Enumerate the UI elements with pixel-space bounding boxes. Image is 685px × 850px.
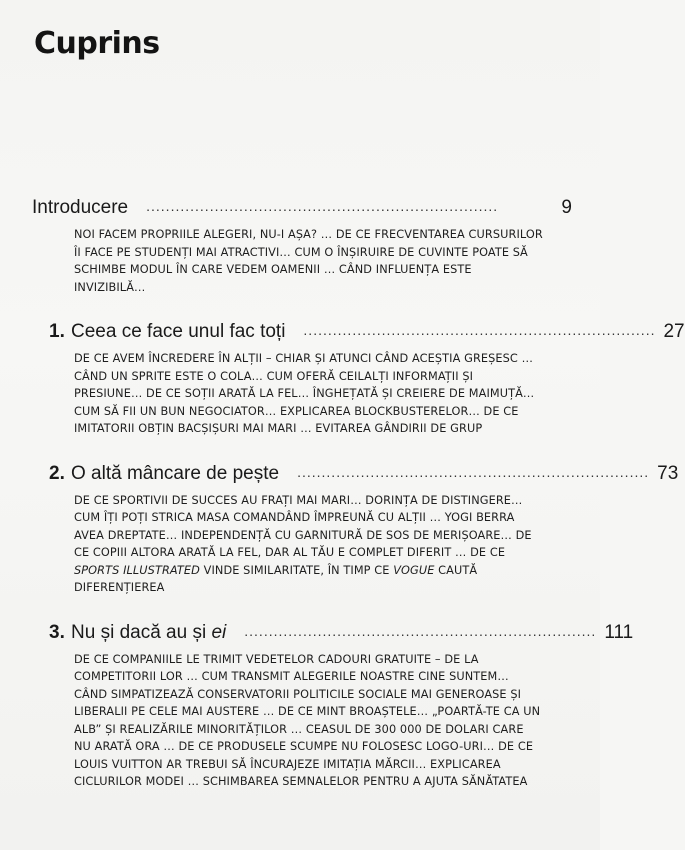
page-number: 27 (663, 321, 685, 342)
leader-dots: ........................................................................ (297, 463, 650, 480)
description-text: VINDE SIMILARITATE, ÎN TIMP CE (199, 563, 394, 577)
chapter-title: Ceea ce face unul fac toți (71, 321, 286, 342)
description-italic-title: VOGUE (393, 563, 435, 577)
table-of-contents (32, 196, 685, 791)
toc-entry-introducere[interactable] (32, 196, 572, 296)
chapter-title: Introducere (32, 197, 129, 218)
chapter-description: DE CE COMPANIILE LE TRIMIT VEDETELOR CADOURI GRATUITE – DE LA COMPETITORII LOR … CUM TRANSMIT ALEGERILE NOASTRE CINE SUNTEM… CÂND SIMPATIZEAZĂ CONSERVATORII POLITICILE SOCIALE MAI GENEROASE ȘI LIBERALII PE CELE MAI AUSTERE … DE CE MINT BROAȘTELE… „POARTĂ-TE CA UN ALB” ȘI REALIZĂRILE MINORITĂȚILOR … CEASUL DE 300 000 DE DOLARI CARE NU ARATĂ ORA … DE CE PRODUSELE SCUMPE NU FOLOSESC LOGO-URI… DE CE LOUIS VUITTON AR TREBUI SĂ ÎNCURAJEZE IMITAȚIA MĂRCII… EXPLICAREA CICLURILOR MODEI … SCHIMBAREA SEMNALELOR PENTRU A AJUTA SĂNĂTATEA (74, 652, 541, 788)
toc-entry-header (32, 462, 679, 486)
page-number: 111 (604, 621, 634, 643)
leader-dots: ........................................................................ (303, 322, 656, 338)
chapter-number: 2. (49, 462, 65, 484)
chapter-description: DE CE AVEM ÎNCREDERE ÎN ALȚII – CHIAR ȘI ATUNCI CÂND ACEȘTIA GREȘESC … CÂND UN SPRITE ESTE O COLA… CUM OFERĂ CEILALȚI INFORMAȚII ȘI PRESIUNE… DE CE SOȚII ARATĂ LA FEL… ÎNGHEȚATĂ ȘI CREIERE DE MAIMUȚĂ… CUM SĂ FII UN BUN NEGOCIATOR… EXPLICAREA BLOCKBUSTERELOR… DE CE IMITATORII OBȚIN BACȘIȘURI MAI MARI … EVITAREA GÂNDIRII DE GRUP (74, 352, 535, 435)
toc-entry-header (32, 196, 572, 220)
description-text: CAUTĂ DIFERENȚIEREA (74, 563, 478, 594)
page-number: 73 (657, 462, 679, 484)
chapter-number: 3. (49, 621, 65, 643)
chapter-description: NOI FACEM PROPRIILE ALEGERI, NU-I AȘA? … DE CE FRECVENTAREA CURSURILOR ÎI FACE PE STUDENȚI MAI ATRACTIVI… CUM O ÎNȘIRUIRE DE CUVINTE POATE SĂ SCHIMBE MODUL ÎN CARE VEDEM OAMENII … CÂND INFLUENȚA ESTE INVIZIBILĂ… (74, 228, 543, 294)
chapter-title-main: Nu și dacă au și (71, 621, 212, 643)
toc-entry-header (32, 621, 634, 645)
chapter-number: 1. (49, 321, 65, 342)
page-number: 9 (561, 197, 572, 218)
toc-entry-chapter-1[interactable] (32, 320, 685, 438)
chapter-description (74, 492, 544, 597)
leader-dots: ........................................................................ (146, 198, 499, 214)
chapter-title: O altă mâncare de pește (71, 462, 280, 484)
leader-dots: ........................................................................ (244, 622, 597, 639)
toc-entry-header (32, 320, 685, 344)
chapter-title-italic: ei (211, 621, 227, 643)
page-title: Cuprins (34, 26, 160, 61)
toc-entry-chapter-3[interactable] (32, 621, 634, 791)
chapter-title (71, 621, 236, 645)
description-italic-title: SPORTS ILLUSTRATED (74, 563, 200, 577)
toc-entry-chapter-2[interactable] (32, 462, 679, 597)
description-text: DE CE SPORTIVII DE SUCCES AU FRAȚI MAI MARI… DORINȚA DE DISTINGERE… CUM ÎȚI POȚI STRICA MASA COMANDÂND ÎMPREUNĂ CU ALȚII … YOGI BERRA AVEA DREPTATE… INDEPENDENȚĂ CU GARNITURĂ DE SOS DE MERIȘOARE… DE CE COPIII ALTORA ARATĂ LA FEL, DAR AL TĂU E COMPLET DIFERIT … DE CE (74, 493, 532, 559)
